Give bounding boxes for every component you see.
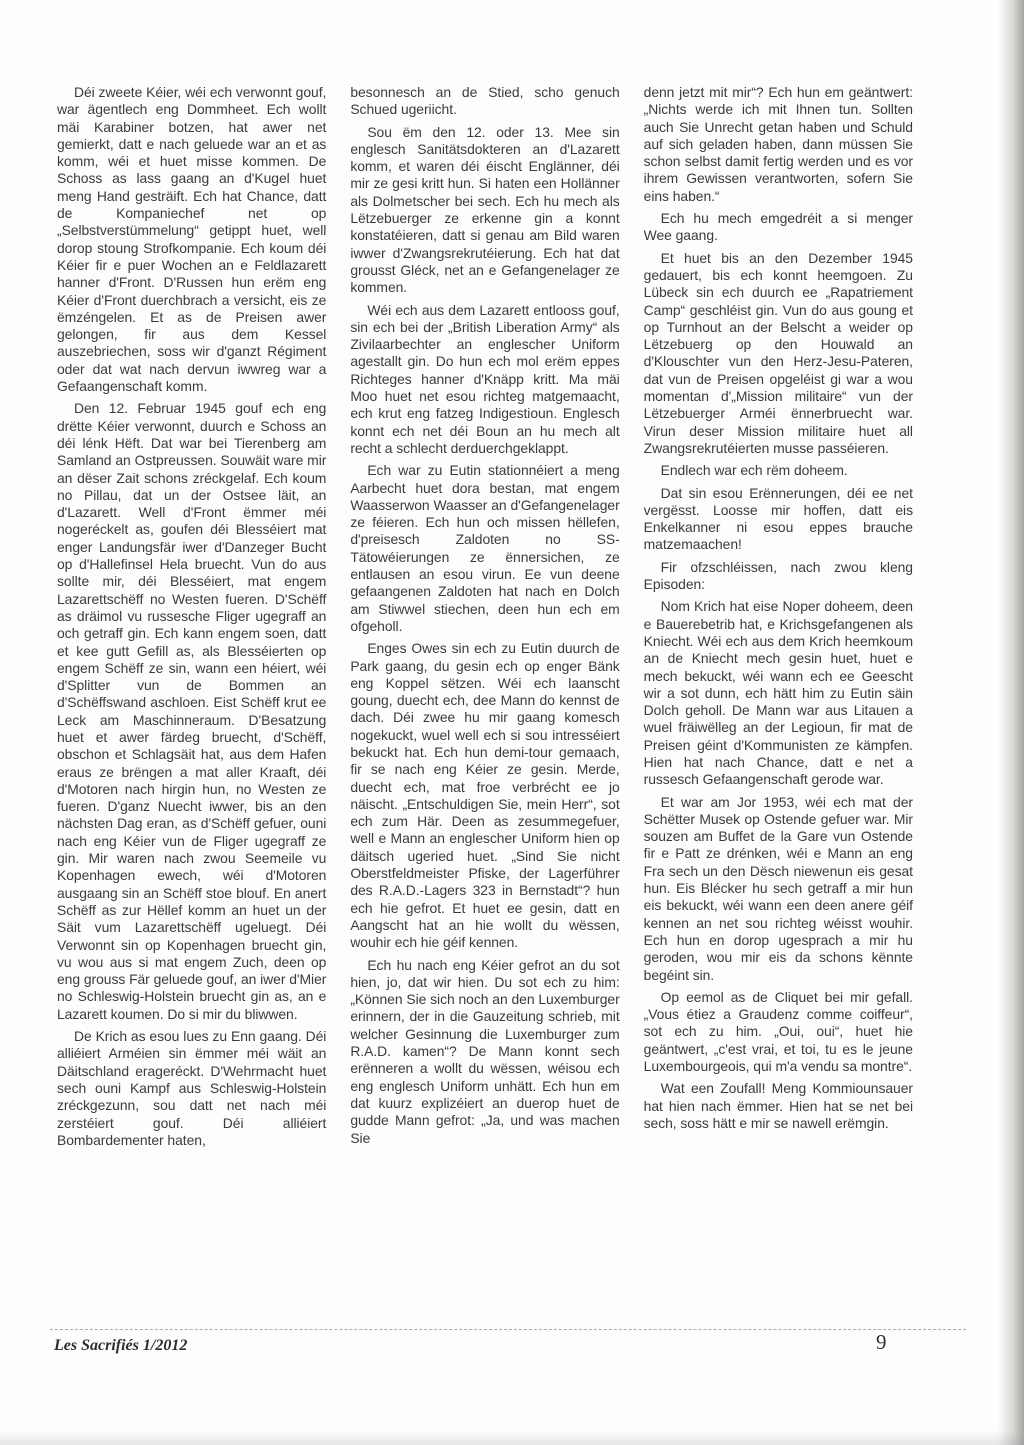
paragraph: Fir ofzschléissen, nach zwou kleng Episoden: (643, 558, 913, 593)
footer-divider (50, 1329, 966, 1330)
paragraph: Sou ëm den 12. oder 13. Mee sin englesch Sanitätsdokteren an d'Lazarett komm, et waren déi éischt Englänner, déi mir ze gesi kritt hun. Si haten een Hollänner als Dolmetscher bei sech. Ech hu mech als Lëtzebuerger ze erkenne gin a konnt konstatéieren, datt si genau am Bild waren iwwer d'Zwangsrekrutéierung. Ech hat dat grousst Gléck, net an e Gefangenelager ze kommen. (350, 123, 620, 296)
paragraph: Enges Owes sin ech zu Eutin duurch de Park gaang, du gesin ech op enger Bänk eng Koppel sëtzen. Wéi ech laanscht goung, duecht ech, dee Mann do kennst de dach. Déi zwee hu mir gaang komesch nogekuckt, wuel well ech si sou intresséiert bekuckt hat. Ech hun demi-tour gemaach, fir se nach eng Kéier ze gesin. Merde, duecht ech, mat froe verbrécht ee jo näischt. „Entschuldigen Sie, mein Herr“, sot ech zum Här. Deen as zesummegefuer, well e Mann an englescher Uniform hien op däitsch ugeried huet. „Sind Sie nicht Oberstfeldmeister Pfiske, der Lagerführer des R.A.D.-Lagers 323 in Bernstadt“? hun ech hie gefrot. Et huet ee gesin, datt en Aangscht hat an hie wollt du wëssen, wouhir ech hie géif kennen. (350, 640, 620, 951)
text-column-1 (57, 84, 326, 1149)
paragraph: denn jetzt mit mir“? Ech hun em geäntwert: „Nichts werde ich mit Ihnen tun. Sollten auch Sie Unrecht getan haben und Schuld auf sich geladen haben, dann müssen Sie schon selbst damit fertig werden und es vor ihrem Gewissen verantworten, sofern Sie eins haben.“ (643, 84, 913, 204)
page-number: 9 (876, 1330, 887, 1354)
paragraph: Wéi ech aus dem Lazarett entlooss gouf, sin ech bei der „British Liberation Army“ als Zivilaarbechter an englescher Uniform agestallt gin. Do hun ech mol erëm eppes Richteges hanner d'Knäpp kritt. Ma mäi Moo huet net esou richteg matgemaacht, ech krut eng fatzeg Indigestioun. Englesch konnt ech net déi Boun an hu mech alt recht a schlecht derduerchgeklappt. (350, 301, 620, 456)
paragraph: Den 12. Februar 1945 gouf ech eng drëtte Kéier verwonnt, duurch e Schoss an déi lénk Hëft. Dat war bei Tierenberg am Samland an Ostpreussen. Souwäit ware mir an dëser Zait schons zréckgelaf. Ech koum no Pillau, dat un der Ostsee läit, an d'Lazarett. Well d'Front ëmmer méi nogeréckelt as, goufen déi Blesséiert mat enger Landungsfär iwer d'Danzeger Bucht op d'Hallefinsel Hela bruecht. Vun do aus sollte mir, déi Blesséiert, mat engem Lazarettschëff no Westen fueren. D'Schëff as dräimol vu russesche Fliger ugegraff an och getraff gin. Ech kann engem soen, datt et kee gutt Gefill as, als Blesséierten op engem Schëff ze sin, wann een héiert, wéi d'Splitter vun de Bommen an d'Schëffswand aschloen. Eist Schëff krut ee Leck am Maschinneraum. D'Besatzung huet et awer färdeg bruecht, d'Schëff, obschon et Schlagsäit hat, aus dem Hafen eraus ze brëngen a mat aller Kraaft, déi d'Motoren nach hirgin hun, no Westen ze fueren. D'ganz Nuecht iwwer, bis an den nächsten Dag eran, as d'Schëff gefuer, ouni nach eng Kéier vun de Fliger ugegraff ze gin. Mir waren nach zwou Seemeile vu Kopenhagen ewech, wéi d'Motoren ausgaang sin an Schëff stoe blouf. En anert Schëff as zur Hëllef komm an huet un der Säit vum Lazarettschëff ugeluegt. Déi Verwonnt sin op Kopenhagen bruecht gin, vu wou aus si mat engem Zuch, deen op eng grouss Fär geluede gouf, an iwer d'Mier no Schleswig-Holstein bruecht gin as, an e Lazarett koumen. Do si mir du bliwwen. (57, 400, 327, 1022)
journal-title: Les Sacrifiés 1/2012 (54, 1337, 188, 1354)
text-columns (57, 84, 913, 1149)
paragraph: Ech hu nach eng Kéier gefrot an du sot hien, jo, dat wir hien. Du sot ech zu him: „Können Sie sich noch an den Luxemburger erinnern, der in die Gauzeitung schrieb, mit welcher Gesinnung die Luxemburger zum R.A.D. kamen“? De Mann konnt sech erënneren a wollt du wëssen, wéisou ech eng englesch Uniform unhätt. Ech hun em dat kuurz explizéiert an duerop huet de gudde Mann gefrot: „Ja, und was machen Sie (350, 956, 620, 1146)
text-column-3 (644, 84, 913, 1149)
paragraph: Et huet bis an den Dezember 1945 gedauert, bis ech konnt heemgoen. Zu Lübeck sin ech duurch ee „Rapatriement Camp“ geschléist gin. Vun do aus goung et op Turnhout an der Belscht a weider op Lëtzebuerg op den Houwald an d'Klouschter vun den Herz-Jesu-Pateren, dat vun de Preisen opgeléist gi war a wou momentan d'„Mission militaire“ vun der Lëtzebuerger Arméi ënnerbruecht war. Virun deser Mission militaire huet all Zwangsrekrutéierten musse passéieren. (643, 249, 913, 456)
paragraph: Ech hu mech emgedréit a si menger Wee gaang. (643, 210, 913, 244)
paragraph: Wat een Zoufall! Meng Kommiounsauer hat hien nach ëmmer. Hien hat se net bei sech, soss hätt e mir se nawell erëmgin. (643, 1080, 913, 1131)
paragraph: Et war am Jor 1953, wéi ech mat der Schëtter Musek op Ostende gefuer war. Mir souzen am Buffet de la Gare vun Ostende fir e Patt ze drénken, wéi e Mann an eng Fra sech un den Dësch niewenun eis gesat hun. Eis Blécker hu sech getraff a mir hun eis bekuckt, wéi wann een deen anere géif kennen an net sou richteg wéisst wouhir. Ech hun en dorop ugesprach a mir hu geroden, wou mir eis da schons kënnte begéint sin. (643, 793, 913, 983)
paragraph: Endlech war ech rëm doheem. (660, 462, 848, 479)
scan-shadow-bottom-edge (0, 1431, 1024, 1445)
scan-shadow-right-edge (998, 0, 1024, 1445)
paragraph: Dat sin esou Erënnerungen, déi ee net vergësst. Loosse mir hoffen, datt eis Enkelkanner ni esou eppes brauche matzemaachen! (643, 484, 913, 553)
paragraph: De Krich as esou lues zu Enn gaang. Déi alliéiert Arméien sin ëmmer méi wäit an Däitschland erageréckt. D'Wehrmacht huet sech ouni Kampf aus Schleswig-Holstein zréckgezunn, sou datt net nach méi zerstéiert gouf. Déi alliéiert Bombardementer haten, (57, 1028, 327, 1148)
paragraph: Op eemol as de Cliquet bei mir gefall. „Vous étiez a Graudenz comme coiffeur“, sot ech zu him. „Oui, oui“, huet hie geäntwert, „c'est vrai, et toi, tu es le jeune Luxembourgeois, qui m'a vendu sa montre“. (643, 988, 913, 1075)
text-column-2 (350, 84, 619, 1149)
paragraph: Nom Krich hat eise Noper doheem, deen e Bauerebetrib hat, e Krichsgefangenen als Kniecht. Wéi ech aus dem Krich heemkoum an de Kniecht mech gesin huet, huet e mech bekuckt, wéi wann ech ee Geescht wir a sot dunn, ech hätt him zu Eutin säin Dolch geholl. De Mann war aus Litauen a wuel fräiwëlleg an der Legioun, fir mat de Preisen géint d'Kommunisten ze kämpfen. Hien hat nach Chance, datt e net a russesch Gefaangenschaft gerode war. (643, 598, 913, 788)
paragraph: besonnesch an de Stied, scho genuch Schued ugeriicht. (350, 84, 620, 118)
paragraph: Ech war zu Eutin stationnéiert a meng Aarbecht huet dora bestan, mat engem Waasserwon Waasser an d'Gefangenelager ze féieren. Ech hun och missen hëllefen, d'preisesch Zaldoten no SS-Tätowéierungen ze ënnersichen, ze entlausen an esou virun. Ee vun deene gefaangenen Zaldoten hat nach en Dolch am Stiwwel stiechen, deen hun ech em ofgeholl. (350, 462, 620, 634)
paragraph: Déi zweete Kéier, wéi ech verwonnt gouf, war ägentlech eng Dommheet. Ech wollt mäi Karabiner botzen, hat awer net gemierkt, datt e nach geluede war an et as komm, wéi et huet misse kommen. De Schoss as lass gaang an d'Kugel huet meng Hand gesträift. Ech hat Chance, datt de Kompaniechef net op „Selbstverstümmelung“ getippt huet, well dorop stoung Strofkompanie. Ech koum déi Kéier fir e puer Wochen an e Feldlazarett hanner d'Front. D'Russen hun erëm eng Kéier d'Front duerchbrach a versicht, eis ze ëmzéngelen. Et as de Preisen awer gelongen, fir aus dem Kessel auszebriechen, soss wir d'ganzt Régiment oder dat wat nach dervun iwwreg war a Gefaangenschaft komm. (57, 84, 327, 395)
